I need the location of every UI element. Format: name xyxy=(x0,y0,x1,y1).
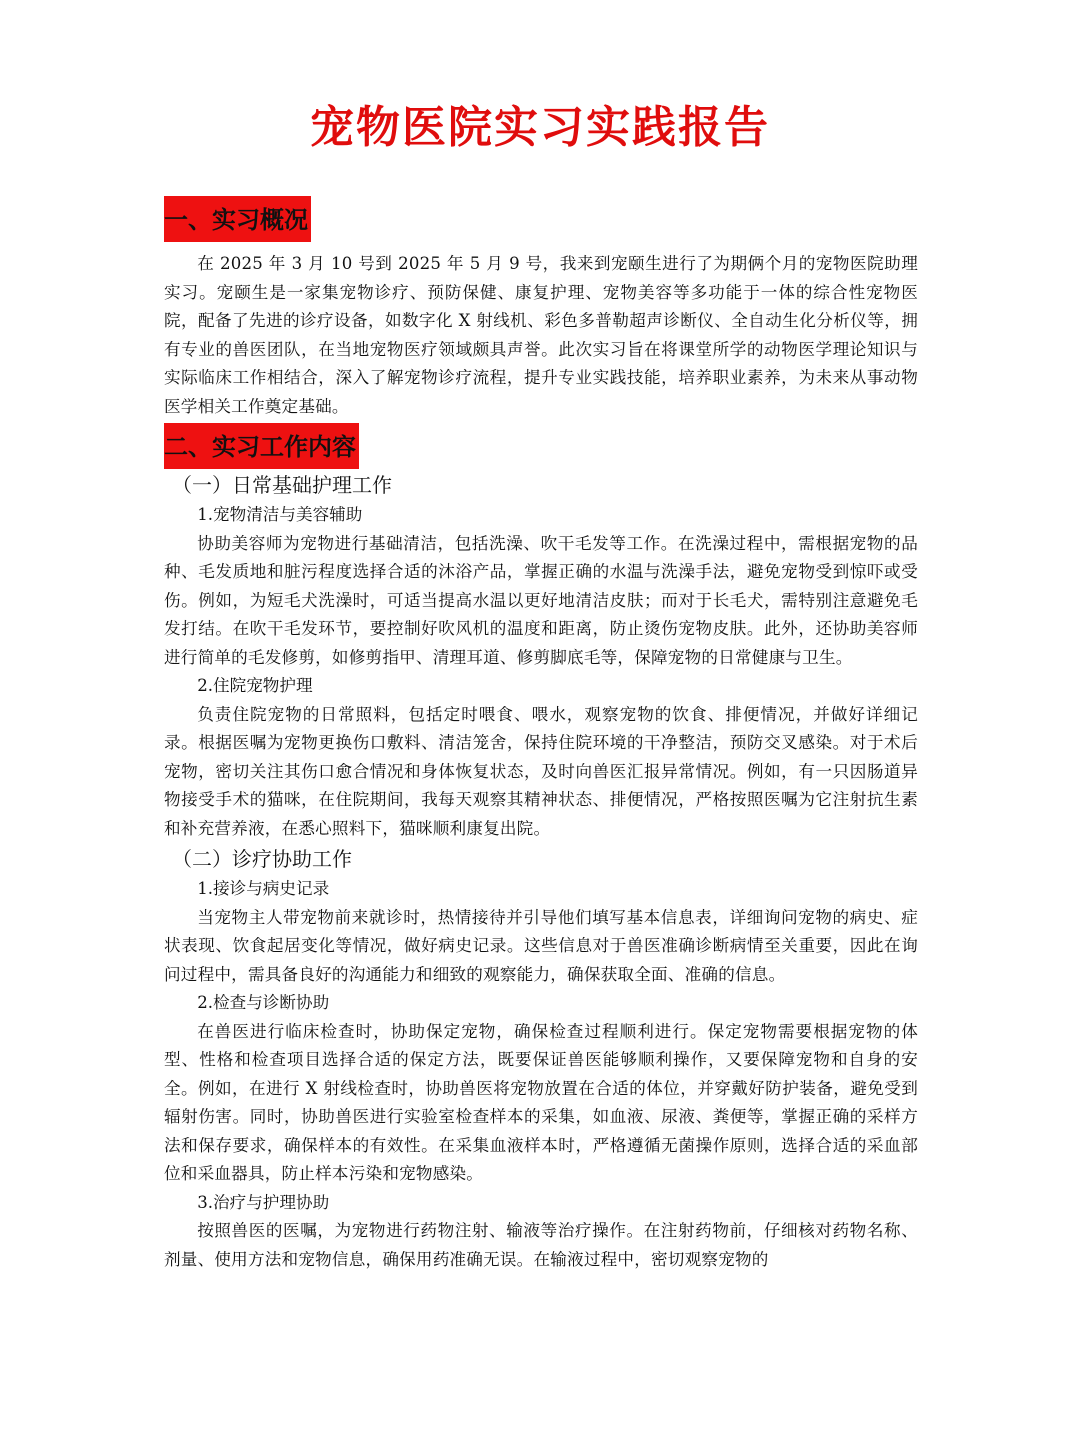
section-heading-work-content: 二、实习工作内容 xyxy=(164,423,359,469)
item-text-cleaning: 协助美容师为宠物进行基础清洁，包括洗澡、吹干毛发等工作。在洗澡过程中，需根据宠物的品种、毛发质地和脏污程度选择合适的沐浴产品，掌握正确的水温与洗澡手法，避免宠物受到惊吓或受伤。例如，为短毛犬洗澡时，可适当提高水温以更好地清洁皮肤；而对于长毛犬，需特别注意避免毛发打结。在吹干毛发环节，要控制好吹风机的温度和距离，防止烫伤宠物皮肤。此外，还协助美容师进行简单的毛发修剪，如修剪指甲、清理耳道、修剪脚底毛等，保障宠物的日常健康与卫生。 xyxy=(164,533,918,667)
section-heading-overview: 一、实习概况 xyxy=(164,196,311,242)
subsection-title-daily-care: （一）日常基础护理工作 xyxy=(172,473,392,497)
item-text-inpatient-care: 负责住院宠物的日常照料，包括定时喂食、喂水，观察宠物的饮食、排便情况，并做好详细记录。根据医嘱为宠物更换伤口敷料、清洁笼舍，保持住院环境的干净整洁，预防交叉感染。对于术后宠物，密切关注其伤口愈合情况和身体恢复状态，及时向兽医汇报异常情况。例如，有一只因肠道异物接受手术的猫咪，在住院期间，我每天观察其精神状态、排便情况，严格按照医嘱为它注射抗生素和补充营养液，在悉心照料下，猫咪顺利康复出院。 xyxy=(164,704,918,838)
document-title: 宠物医院实习实践报告 xyxy=(310,102,770,153)
document-body xyxy=(164,196,918,1274)
subsection-title-clinical-assist: （二）诊疗协助工作 xyxy=(172,847,352,871)
item-title-examination: 2.检查与诊断协助 xyxy=(197,993,330,1012)
item-text-examination: 在兽医进行临床检查时，协助保定宠物，确保检查过程顺利进行。保定宠物需要根据宠物的体型、性格和检查项目选择合适的保定方法，既要保证兽医能够顺利操作，又要保障宠物和自身的安全。例如，在进行 X 射线检查时，协助兽医将宠物放置在合适的体位，并穿戴好防护装备，避免受到辐射伤害。同时，协助兽医进行实验室检查样本的采集，如血液、尿液、粪便等，掌握正确的采样方法和保存要求，确保样本的有效性。在采集血液样本时，严格遵循无菌操作原则，选择合适的采血部位和采血器具，防止样本污染和宠物感染。 xyxy=(164,1021,918,1183)
item-title-treatment: 3.治疗与护理协助 xyxy=(197,1192,330,1212)
item-title-reception: 1.接诊与病史记录 xyxy=(197,879,330,898)
item-text-reception: 当宠物主人带宠物前来就诊时，热情接待并引导他们填写基本信息表，详细询问宠物的病史、症状表现、饮食起居变化等情况，做好病史记录。这些信息对于兽医准确诊断病情至关重要，因此在询问过程中，需具备良好的沟通能力和细致的观察能力，确保获取全面、准确的信息。 xyxy=(164,907,918,984)
item-title-inpatient-care: 2.住院宠物护理 xyxy=(197,676,313,695)
overview-paragraph: 在 2025 年 3 月 10 号到 2025 年 5 月 9 号，我来到宠颐生进行了为期俩个月的宠物医院助理实习。宠颐生是一家集宠物诊疗、预防保健、康复护理、宠物美容等多功能于一体的综合性宠物医院，配备了先进的诊疗设备，如数字化 X 射线机、彩色多普勒超声诊断仪、全自动生化分析仪等，拥有专业的兽医团队，在当地宠物医疗领域颇具声誉。此次实习旨在将课堂所学的动物医学理论知识与实际临床工作相结合，深入了解宠物诊疗流程，提升专业实践技能，培养职业素养，为未来从事动物医学相关工作奠定基础。 xyxy=(164,254,918,416)
item-title-cleaning: 1.宠物清洁与美容辅助 xyxy=(197,505,363,524)
item-text-treatment: 按照兽医的医嘱，为宠物进行药物注射、输液等治疗操作。在注射药物前，仔细核对药物名称、剂量、使用方法和宠物信息，确保用药准确无误。在输液过程中，密切观察宠物的 xyxy=(164,1221,918,1269)
